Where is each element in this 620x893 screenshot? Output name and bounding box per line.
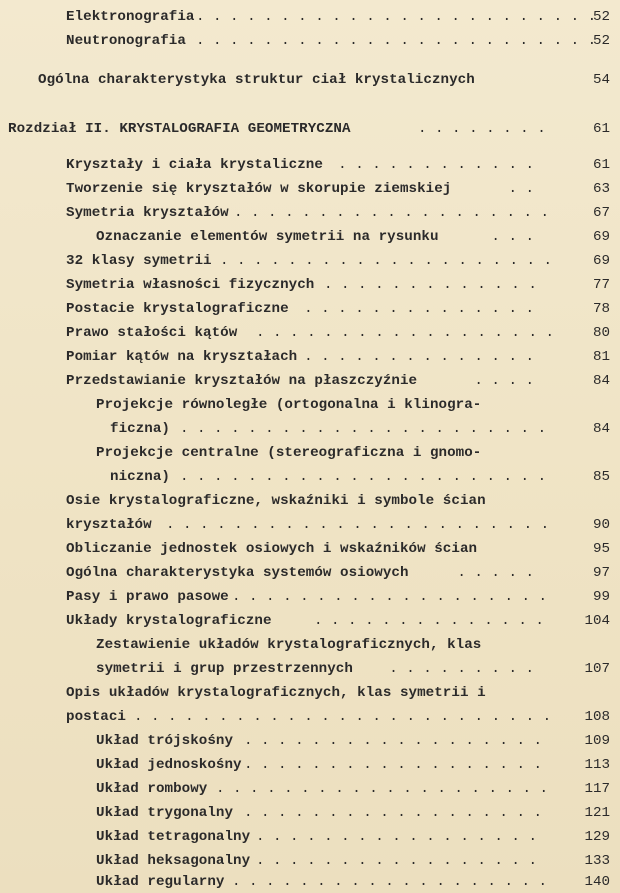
entry-title: kryształów: [66, 517, 152, 533]
dot-leader: . . . . . . . . . . . . . . . . . . . .: [220, 253, 553, 269]
entry-title: Układ trójskośny: [96, 733, 234, 749]
page-number: 61: [592, 157, 610, 173]
toc-entry: [0, 658, 620, 680]
dot-leader: . . . . . . . . .: [389, 661, 534, 677]
dot-leader: . . . . . . . .: [418, 121, 546, 137]
toc-entry: [0, 298, 620, 320]
chapter-title: Rozdział II. KRYSTALOGRAFIA GEOMETRYCZNA: [8, 121, 351, 137]
entry-title: symetrii i grup przestrzennych: [96, 661, 353, 677]
toc-entry: [0, 682, 620, 704]
toc-entry: [0, 466, 620, 488]
page-number: 84: [592, 421, 610, 437]
page-number: 85: [592, 469, 610, 485]
page-number: 69: [592, 229, 610, 245]
dot-leader: . . . . . . . . . . . . . . . . . .: [244, 757, 542, 773]
toc-entry: [0, 826, 620, 848]
toc-entry: [0, 730, 620, 752]
page-number: 113: [584, 757, 610, 773]
page-number: 107: [584, 661, 610, 677]
toc-entry: [0, 850, 620, 872]
entry-title: Postacie krystalograficzne: [66, 301, 289, 317]
entry-title: Układ heksagonalny: [96, 853, 251, 869]
dot-leader: . . . . . . . . . . . . . . . . . . . .: [216, 781, 549, 797]
toc-entry: [0, 118, 620, 140]
toc-entry: [0, 370, 620, 392]
dot-leader: . . . . . . . . . . . . . . . . . . .: [232, 874, 548, 890]
toc-entry: [0, 418, 620, 440]
entry-title: Układ trygonalny: [96, 805, 234, 821]
entry-title: Elektronografia: [66, 9, 195, 25]
page-number: 99: [592, 589, 610, 605]
toc-entry: [0, 202, 620, 224]
toc-entry: [0, 610, 620, 632]
page-number: 121: [584, 805, 610, 821]
toc-entry: [0, 490, 620, 512]
toc-entry: [0, 538, 620, 560]
entry-title: niczna): [110, 469, 170, 485]
toc-entry: [0, 442, 620, 464]
page-number: 54: [592, 72, 610, 88]
dot-leader: . . . . . . . . . . . . . . . . . .: [244, 733, 542, 749]
entry-title: Układ jednoskośny: [96, 757, 242, 773]
entry-title: Układ tetragonalny: [96, 829, 251, 845]
dot-leader: . . . . . . . . . . . . . . . . . . .: [232, 589, 548, 605]
page-number: 52: [592, 9, 610, 25]
entry-title: Tworzenie się kryształów w skorupie ziemskiej: [66, 181, 452, 197]
entry-title: Pomiar kątów na kryształach: [66, 349, 298, 365]
dot-leader: . . .: [491, 229, 534, 245]
entry-title: Projekcje równoległe (ortogonalna i klinogra-: [96, 397, 482, 413]
dot-leader: . . . . . . . . . . . . . . . . .: [256, 829, 537, 845]
entry-title: Projekcje centralne (stereograficzna i gnomo-: [96, 445, 482, 461]
page-number: 108: [584, 709, 610, 725]
toc-entry: [0, 69, 620, 91]
dot-leader: . . . .: [474, 373, 534, 389]
toc-entry: [0, 30, 620, 52]
entry-title: Symetria kryształów: [66, 205, 229, 221]
dot-leader: . . . . . . . . . . . . . . . . . . . . . . .: [166, 517, 550, 533]
dot-leader: . . . . . . . . . . . . .: [324, 277, 537, 293]
page-number: 81: [592, 349, 610, 365]
toc-entry: [0, 586, 620, 608]
page-number: 140: [584, 874, 610, 890]
toc-entry: [0, 871, 620, 893]
toc-entry: [0, 322, 620, 344]
page-number: 69: [592, 253, 610, 269]
page-number: 63: [592, 181, 610, 197]
page-number: 104: [584, 613, 610, 629]
toc-entry: [0, 634, 620, 656]
dot-leader: . . . . . . . . . . . . . . . . . . . . . . . .: [196, 33, 597, 49]
toc-entry: [0, 778, 620, 800]
entry-title: Układ regularny: [96, 874, 225, 890]
entry-title: Ogólna charakterystyka systemów osiowych: [66, 565, 409, 581]
entry-title: Symetria własności fizycznych: [66, 277, 315, 293]
page-number: 97: [592, 565, 610, 581]
toc-entry: [0, 178, 620, 200]
toc-entry: [0, 754, 620, 776]
dot-leader: . . . . . . . . . . . . . . . . . . . . . . . . .: [134, 709, 552, 725]
dot-leader: . . . . .: [457, 565, 534, 581]
toc-entry: [0, 802, 620, 824]
entry-title: Neutronografia: [66, 33, 186, 49]
toc-entry: [0, 226, 620, 248]
dot-leader: . . . . . . . . . . . . . . . . . . . . . .: [180, 469, 547, 485]
toc-entry: [0, 154, 620, 176]
dot-leader: . . . . . . . . . . . . . . . . .: [256, 853, 537, 869]
toc-entry: [0, 274, 620, 296]
entry-title: Układ rombowy: [96, 781, 208, 797]
toc-entry: [0, 562, 620, 584]
toc-entry: [0, 706, 620, 728]
page-number: 80: [592, 325, 610, 341]
entry-title: Oznaczanie elementów symetrii na rysunku: [96, 229, 439, 245]
page-number: 129: [584, 829, 610, 845]
page-number: 84: [592, 373, 610, 389]
entry-title: Osie krystalograficzne, wskaźniki i symbole ścian: [66, 493, 486, 509]
page-number: 78: [592, 301, 610, 317]
toc-entry: [0, 6, 620, 28]
dot-leader: . . . . . . . . . . . . . . . . . .: [256, 325, 554, 341]
toc-entry: [0, 250, 620, 272]
entry-title: Kryształy i ciała krystaliczne: [66, 157, 323, 173]
dot-leader: . . . . . . . . . . . . . .: [314, 613, 544, 629]
entry-title: Prawo stałości kątów: [66, 325, 238, 341]
dot-leader: . . . . . . . . . . . . . . . . . . . . . .: [180, 421, 547, 437]
dot-leader: . . . . . . . . . . . . . . . . . . . . . . . .: [196, 9, 597, 25]
dot-leader: . . . . . . . . . . . . . . . . . . .: [234, 205, 550, 221]
entry-title: Opis układów krystalograficznych, klas symetrii i: [66, 685, 486, 701]
entry-title: Przedstawianie kryształów na płaszczyźnie: [66, 373, 418, 389]
entry-title: Zestawienie układów krystalograficznych, klas: [96, 637, 482, 653]
page-number: 95: [592, 541, 610, 557]
page-number: 109: [584, 733, 610, 749]
dot-leader: . . . . . . . . . . . . . . . . . .: [244, 805, 542, 821]
entry-title: Ogólna charakterystyka struktur ciał krystalicznych: [38, 72, 475, 88]
entry-title: Układy krystalograficzne: [66, 613, 272, 629]
page-number: 77: [592, 277, 610, 293]
entry-title: 32 klasy symetrii: [66, 253, 212, 269]
page-number: 90: [592, 517, 610, 533]
entry-title: ficzna): [110, 421, 170, 437]
entry-title: Pasy i prawo pasowe: [66, 589, 229, 605]
entry-title: postaci: [66, 709, 126, 725]
toc-entry: [0, 346, 620, 368]
dot-leader: . . . . . . . . . . . .: [338, 157, 534, 173]
entry-title: Obliczanie jednostek osiowych i wskaźników ścian: [66, 541, 478, 557]
dot-leader: . . . . . . . . . . . . . .: [304, 349, 534, 365]
dot-leader: . . . . . . . . . . . . . .: [304, 301, 534, 317]
toc-entry: [0, 394, 620, 416]
page-number: 52: [592, 33, 610, 49]
dot-leader: . .: [508, 181, 534, 197]
toc-entry: [0, 514, 620, 536]
page-number: 67: [592, 205, 610, 221]
page-number: 133: [584, 853, 610, 869]
page-number: 61: [592, 121, 610, 137]
page-number: 117: [584, 781, 610, 797]
